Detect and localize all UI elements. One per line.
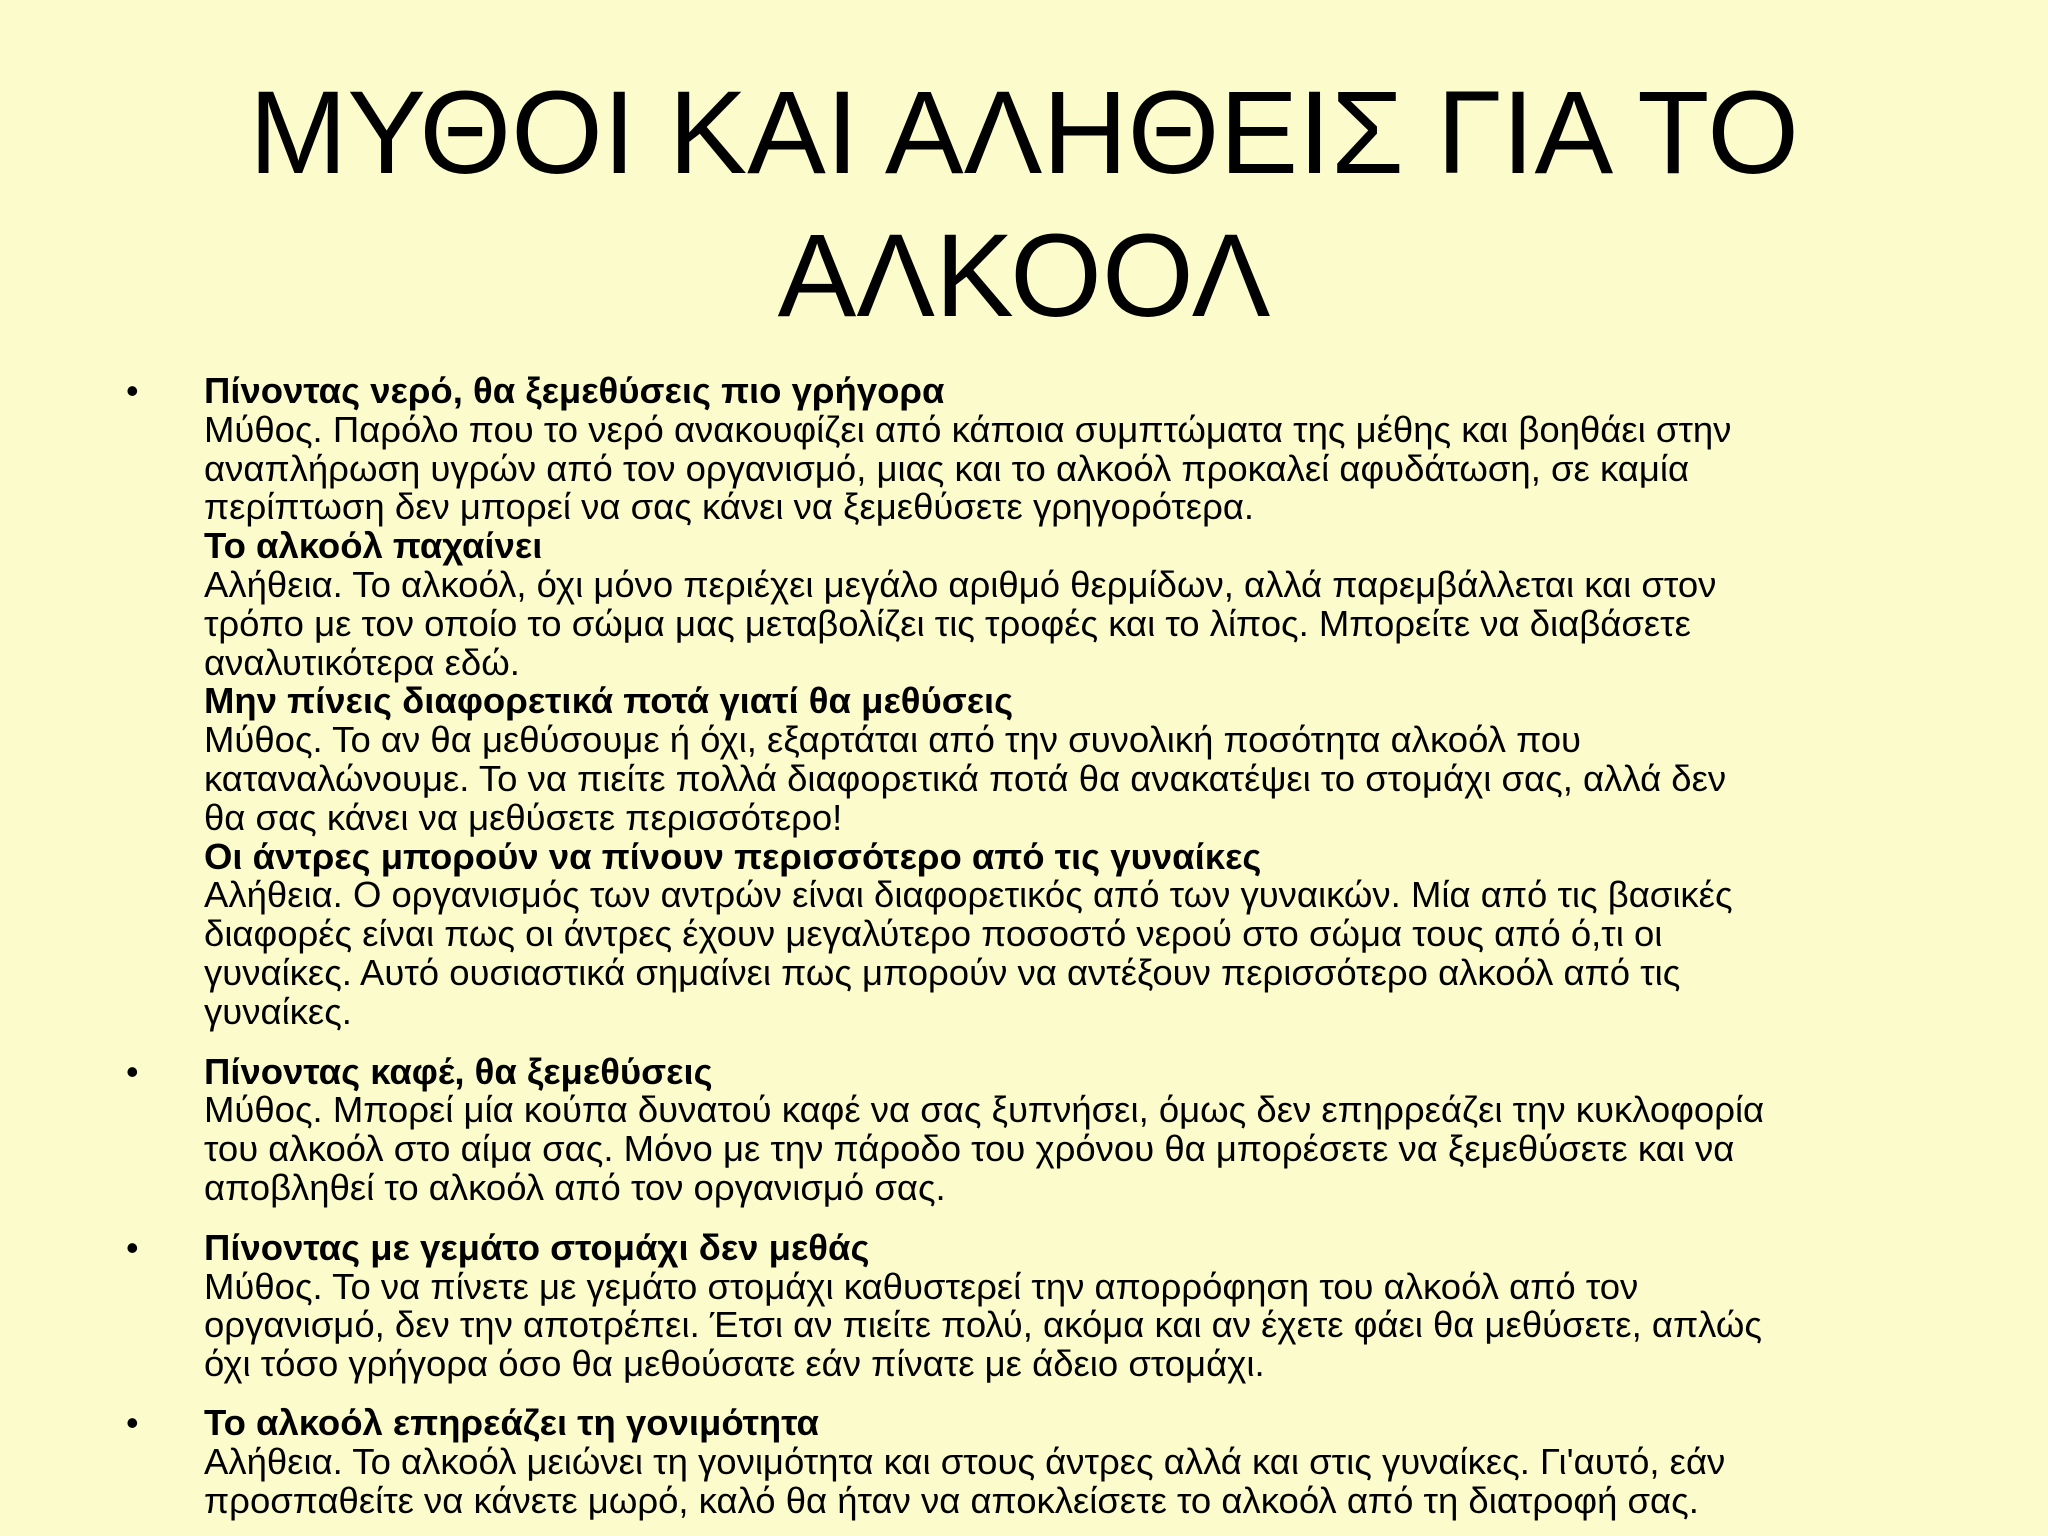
bullet-dot-icon: •	[126, 1050, 139, 1092]
bullet-item	[126, 1401, 2026, 1521]
myth-heading: Το αλκοόλ παχαίνει	[204, 525, 543, 567]
explanation-line: γυναίκες. Αυτό ουσιαστικά σημαίνει πως μπορούν να αντέξουν περισσότερο αλκοόλ από τις	[204, 951, 1681, 993]
myth-heading: Μην πίνεις διαφορετικά ποτά γιατί θα μεθύσεις	[204, 680, 1014, 722]
explanation-line: Αλήθεια. Ο οργανισμός των αντρών είναι διαφορετικός από των γυναικών. Μία από τις βασικές	[204, 874, 1733, 916]
explanation-line: διαφορές είναι πως οι άντρες έχουν μεγαλύτερο ποσοστό νερού στο σώμα τους από ό,τι οι	[204, 913, 1663, 955]
explanation-line: γυναίκες.	[204, 990, 352, 1032]
bullet-item	[126, 1050, 2026, 1208]
myth-heading: Το αλκοόλ επηρεάζει τη γονιμότητα	[204, 1401, 819, 1443]
explanation-line: τρόπο με τον οποίο το σώμα μας μεταβολίζει τις τροφές και το λίπος. Μπορείτε να διαβάσετε	[204, 602, 1691, 644]
explanation-line: αποβληθεί το αλκοόλ από τον οργανισμό σας.	[204, 1166, 946, 1208]
explanation-line: Μύθος. Μπορεί μία κούπα δυνατού καφέ να σας ξυπνήσει, όμως δεν επηρρεάζει την κυκλοφορία	[204, 1089, 1765, 1131]
explanation-line: Αλήθεια. Το αλκοόλ μειώνει τη γονιμότητα και στους άντρες αλλά και στις γυναίκες. Γι'αυτό, εάν	[204, 1440, 1726, 1482]
slide-title-line-2: ΑΛΚΟΟΛ	[777, 210, 1271, 342]
explanation-line: Μύθος. Το να πίνετε με γεμάτο στομάχι καθυστερεί την απορρόφηση του αλκοόλ από τον	[204, 1265, 1639, 1307]
myth-heading: Οι άντρες μπορούν να πίνουν περισσότερο από τις γυναίκες	[204, 835, 1262, 877]
explanation-line: όχι τόσο γρήγορα όσο θα μεθούσατε εάν πίνατε με άδειο στομάχι.	[204, 1343, 1265, 1385]
explanation-line: Μύθος. Το αν θα μεθύσουμε ή όχι, εξαρτάται από την συνολική ποσότητα αλκοόλ που	[204, 719, 1582, 761]
explanation-line: οργανισμό, δεν την αποτρέπει. Έτσι αν πιείτε πολύ, ακόμα και αν έχετε φάει θα μεθύσετε, απλώς	[204, 1304, 1762, 1346]
bullet-dot-icon: •	[126, 1226, 139, 1268]
explanation-line: περίπτωση δεν μπορεί να σας κάνει να ξεμεθύσετε γρηγορότερα.	[204, 486, 1255, 528]
bullet-item	[126, 372, 2026, 1032]
myth-heading: Πίνοντας νερό, θα ξεμεθύσεις πιο γρήγορα	[204, 370, 945, 411]
explanation-line: θα σας κάνει να μεθύσετε περισσότερο!	[204, 796, 843, 838]
explanation-line: Αλήθεια. Το αλκοόλ, όχι μόνο περιέχει μεγάλο αριθμό θερμίδων, αλλά παρεμβάλλεται και στον	[204, 563, 1717, 605]
explanation-line: καταναλώνουμε. Το να πιείτε πολλά διαφορετικά ποτά θα ανακατέψει το στομάχι σας, αλλά δεν	[204, 757, 1727, 799]
bullet-dot-icon: •	[126, 1401, 139, 1443]
explanation-line: του αλκοόλ στο αίμα σας. Μόνο με την πάροδο του χρόνου θα μπορέσετε να ξεμεθύσετε και να	[204, 1128, 1735, 1170]
myth-heading: Πίνοντας με γεμάτο στομάχι δεν μεθάς	[204, 1226, 870, 1268]
explanation-line: αναλυτικότερα εδώ.	[204, 641, 520, 683]
bullet-list	[126, 372, 2026, 1520]
slide-title	[0, 62, 2048, 348]
slide-title-line-1: ΜΥΘΟΙ ΚΑΙ ΑΛΗΘΕΙΣ ΓΙΑ ΤΟ	[248, 67, 1800, 199]
bullet-dot-icon: •	[126, 370, 139, 411]
explanation-line: αναπλήρωση υγρών από τον οργανισμό, μιας και το αλκοόλ προκαλεί αφυδάτωση, σε καμία	[204, 447, 1690, 489]
explanation-line: προσπαθείτε να κάνετε μωρό, καλό θα ήταν να αποκλείσετε το αλκοόλ από τη διατροφή σας.	[204, 1479, 1699, 1521]
bullet-item	[126, 1226, 2026, 1385]
myth-heading: Πίνοντας καφέ, θα ξεμεθύσεις	[204, 1050, 713, 1092]
explanation-line: Μύθος. Παρόλο που το νερό ανακουφίζει από κάποια συμπτώματα της μέθης και βοηθάει στην	[204, 408, 1732, 450]
